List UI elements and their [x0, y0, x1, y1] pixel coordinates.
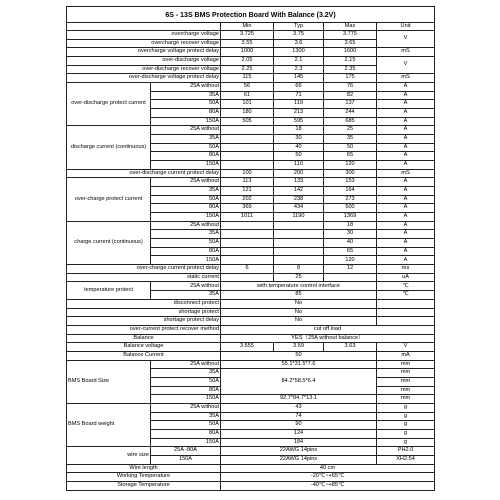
model-label: 80A — [151, 204, 221, 213]
cell-min — [221, 273, 274, 282]
cell-max: 300 — [324, 169, 377, 178]
cell-unit: A — [377, 100, 435, 109]
model-label: 25A without — [151, 403, 221, 412]
header-row — [67, 23, 435, 31]
group-label: wire size — [67, 447, 151, 464]
cell-value: cut off load — [221, 325, 435, 334]
model-label: 50A — [151, 143, 221, 152]
cell-max: 3.65 — [324, 39, 377, 48]
table-row — [67, 282, 435, 291]
model-label: 25A without — [151, 360, 221, 369]
cell-min: 115 — [221, 74, 274, 83]
cell-typ: 133 — [274, 178, 324, 187]
cell-min: 180 — [221, 109, 274, 118]
cell-value: -40℃~+85℃ — [221, 481, 435, 490]
cell-min — [221, 230, 274, 239]
cell-typ: 238 — [274, 195, 324, 204]
row-label: overcharge recover voltage — [67, 39, 221, 48]
cell-typ: 3.6 — [274, 39, 324, 48]
model-label: 50A — [151, 195, 221, 204]
model-label: 25A without — [151, 83, 221, 92]
cell-typ — [274, 239, 324, 248]
cell-unit: A — [377, 109, 435, 118]
table-row — [67, 403, 435, 412]
cell-unit: ℃ — [377, 282, 435, 291]
cell-unit: PH2.0 — [377, 447, 435, 456]
table-row — [67, 299, 435, 308]
cell-unit: A — [377, 239, 435, 248]
cell-unit: A — [377, 213, 435, 222]
group-label: temperature protect — [67, 282, 151, 299]
cell-value: No — [221, 317, 377, 326]
group-label: over-discharge protect current — [67, 83, 151, 126]
cell-min: 1000 — [221, 48, 274, 57]
cell-typ: 213 — [274, 109, 324, 118]
cell-typ — [274, 256, 324, 265]
cell-unit: A — [377, 178, 435, 187]
cell-typ — [274, 247, 324, 256]
cell-typ: 434 — [274, 204, 324, 213]
spec-table — [66, 6, 435, 491]
cell-typ: 110 — [274, 161, 324, 170]
cell-typ: 25 — [274, 273, 324, 282]
cell-min: 113 — [221, 178, 274, 187]
cell-value: 74 — [221, 412, 377, 421]
table-row — [67, 308, 435, 317]
cell-unit: A — [377, 143, 435, 152]
cell-typ: 8 — [274, 265, 324, 274]
row-label: over-discharge voltage protect delay — [67, 74, 221, 83]
model-label: 80A — [151, 109, 221, 118]
model-label: 25A without — [151, 282, 221, 291]
cell-unit: A — [377, 187, 435, 196]
cell-typ: 145 — [274, 74, 324, 83]
cell-typ: 71 — [274, 91, 324, 100]
model-label: 35A — [151, 369, 221, 378]
row-label: over-current protect recover method — [67, 325, 221, 334]
cell-value: 92.7*84.7*13.1 — [221, 395, 377, 404]
cell-unit: mm — [377, 369, 435, 378]
model-label: 35A — [151, 412, 221, 421]
cell-max: 50 — [324, 143, 377, 152]
cell-unit: mm — [377, 395, 435, 404]
cell-min: 202 — [221, 195, 274, 204]
row-label: Wire length — [67, 464, 221, 473]
cell-min — [221, 256, 274, 265]
group-label: charge current (continuous) — [67, 221, 151, 264]
cell-value: 124 — [221, 429, 377, 438]
cell-unit: A — [377, 256, 435, 265]
cell-max: 164 — [324, 187, 377, 196]
model-label: 25A -80A — [151, 447, 221, 456]
cell-unit: A — [377, 221, 435, 230]
cell-typ: 142 — [274, 187, 324, 196]
cell-max: 65 — [324, 152, 377, 161]
row-label: shortage protect — [67, 308, 221, 317]
cell-unit: V — [377, 343, 435, 352]
cell-min: 6 — [221, 265, 274, 274]
table-row — [67, 126, 435, 135]
cell-max: 18 — [324, 221, 377, 230]
table-row — [67, 447, 435, 456]
cell-max: 685 — [324, 117, 377, 126]
cell-unit: A — [377, 204, 435, 213]
row-label: over-discharge voltage — [67, 57, 221, 66]
cell-min — [221, 239, 274, 248]
row-label: overcharge voltage — [67, 31, 221, 40]
cell-max: 40 — [324, 239, 377, 248]
cell-max: 3.63 — [324, 343, 377, 352]
cell-value: with temperature control interface — [221, 282, 377, 291]
cell-min: 101 — [221, 100, 274, 109]
cell-max: 2.35 — [324, 65, 377, 74]
cell-typ: 3.75 — [274, 31, 324, 40]
cell-unit: mm — [377, 360, 435, 369]
cell-unit: mA — [377, 351, 435, 360]
cell-max: 120 — [324, 256, 377, 265]
cell-unit: g — [377, 421, 435, 430]
cell-value: 184 — [221, 438, 377, 447]
row-label: over-discharge current protect delay — [67, 169, 221, 178]
cell-min: 3.725 — [221, 31, 274, 40]
cell-value: 90 — [221, 421, 377, 430]
cell-typ — [274, 230, 324, 239]
model-label: 35A — [151, 291, 221, 300]
row-label: overcharge voltage protect delay — [67, 48, 221, 57]
model-label: 150A — [151, 256, 221, 265]
model-label: 50A — [151, 377, 221, 386]
table-row — [67, 273, 435, 282]
cell-unit: mS — [377, 48, 435, 57]
cell-value: 84.2*58.5*6.4 — [221, 369, 377, 395]
table-row — [67, 169, 435, 178]
cell-max: 120 — [324, 161, 377, 170]
cell-typ: 3.59 — [274, 343, 324, 352]
header-blank — [67, 23, 221, 31]
model-label: 80A — [151, 247, 221, 256]
header-min: Min — [221, 23, 274, 31]
cell-max: 82 — [324, 91, 377, 100]
cell-min: 369 — [221, 204, 274, 213]
group-label: discharge current (continuous) — [67, 126, 151, 169]
cell-value: YES（25A without balance） — [221, 334, 435, 343]
group-label: BMS Board Size — [67, 360, 151, 403]
model-label: 150A — [151, 161, 221, 170]
table-row — [67, 334, 435, 343]
model-label: 80A — [151, 152, 221, 161]
cell-max: 500 — [324, 204, 377, 213]
cell-min — [221, 247, 274, 256]
cell-min: 56 — [221, 83, 274, 92]
row-label: Balance voltage — [67, 343, 221, 352]
row-label: static current — [67, 273, 221, 282]
cell-value: -20℃~+65℃ — [221, 473, 435, 482]
cell-unit: A — [377, 161, 435, 170]
model-label: 50A — [151, 100, 221, 109]
model-label: 80A — [151, 429, 221, 438]
row-label: Working Temperature — [67, 473, 221, 482]
cell-unit: A — [377, 117, 435, 126]
cell-value: 22AWG 14pins — [221, 455, 377, 464]
cell-unit — [377, 299, 435, 308]
spec-sheet — [66, 6, 434, 494]
cell-min: 3.555 — [221, 343, 274, 352]
cell-unit: g — [377, 412, 435, 421]
model-label: 80A — [151, 386, 221, 395]
title-row — [67, 7, 435, 23]
table-row — [67, 178, 435, 187]
table-row — [67, 74, 435, 83]
cell-typ: 18 — [274, 126, 324, 135]
cell-max: 1369 — [324, 213, 377, 222]
cell-value: 43 — [221, 403, 377, 412]
cell-max: 273 — [324, 195, 377, 204]
cell-min — [221, 221, 274, 230]
row-label: over-charge current protect delay — [67, 265, 221, 274]
table-row — [67, 325, 435, 334]
cell-unit: XH2.54 — [377, 455, 435, 464]
cell-max: 175 — [324, 74, 377, 83]
cell-unit: g — [377, 438, 435, 447]
cell-unit: A — [377, 195, 435, 204]
cell-min — [221, 126, 274, 135]
cell-value: 85 — [221, 291, 377, 300]
cell-max: 76 — [324, 83, 377, 92]
model-label: 150A — [151, 455, 221, 464]
group-label: BMS Board weight — [67, 403, 151, 446]
cell-unit: A — [377, 152, 435, 161]
table-row — [67, 481, 435, 490]
cell-value: 55.1*31.5*7.6 — [221, 360, 377, 369]
row-label: disconnect protect — [67, 299, 221, 308]
row-label: Balance — [67, 334, 221, 343]
cell-unit: mS — [377, 169, 435, 178]
model-label: 35A — [151, 91, 221, 100]
table-row — [67, 48, 435, 57]
cell-min: 61 — [221, 91, 274, 100]
cell-max: 35 — [324, 135, 377, 144]
cell-unit: A — [377, 91, 435, 100]
cell-unit: A — [377, 230, 435, 239]
model-label: 35A — [151, 135, 221, 144]
model-label: 150A — [151, 213, 221, 222]
cell-value: No — [221, 308, 377, 317]
cell-unit: V — [377, 31, 435, 48]
cell-min: 2.25 — [221, 65, 274, 74]
cell-max: 25 — [324, 126, 377, 135]
cell-typ: 1190 — [274, 213, 324, 222]
cell-typ: 50 — [274, 152, 324, 161]
model-label: 150A — [151, 395, 221, 404]
group-label: over-charge protect current — [67, 178, 151, 221]
table-row — [67, 57, 435, 66]
header-unit: Unit — [377, 23, 435, 31]
model-label: 50A — [151, 239, 221, 248]
table-row — [67, 31, 435, 40]
cell-unit: V — [377, 57, 435, 74]
cell-min: 100 — [221, 169, 274, 178]
cell-max: 12 — [324, 265, 377, 274]
cell-unit: uA — [377, 273, 435, 282]
model-label: 25A without — [151, 178, 221, 187]
cell-typ: 1300 — [274, 48, 324, 57]
cell-typ: 40 — [274, 143, 324, 152]
header-typ: Typ — [274, 23, 324, 31]
cell-max: 153 — [324, 178, 377, 187]
cell-min — [221, 161, 274, 170]
table-row — [67, 464, 435, 473]
cell-unit: ℃ — [377, 291, 435, 300]
cell-max: 2.15 — [324, 57, 377, 66]
cell-unit: mS — [377, 74, 435, 83]
table-row — [67, 317, 435, 326]
cell-value: 40 cm — [221, 464, 435, 473]
cell-unit: mm — [377, 386, 435, 395]
table-row — [67, 265, 435, 274]
model-label: 150A — [151, 438, 221, 447]
model-label: 50A — [151, 421, 221, 430]
row-label: Storage Temperature — [67, 481, 221, 490]
model-label: 25A without — [151, 221, 221, 230]
cell-value: No — [221, 299, 377, 308]
table-row — [67, 473, 435, 482]
cell-max: 3.775 — [324, 31, 377, 40]
row-label: shortage protect delay — [67, 317, 221, 326]
cell-min — [221, 143, 274, 152]
cell-max: 244 — [324, 109, 377, 118]
cell-typ: 200 — [274, 169, 324, 178]
cell-min: 505 — [221, 117, 274, 126]
cell-min: 121 — [221, 187, 274, 196]
cell-min — [221, 152, 274, 161]
cell-max — [324, 273, 377, 282]
table-row — [67, 83, 435, 92]
cell-max: 30 — [324, 230, 377, 239]
cell-typ: 2.1 — [274, 57, 324, 66]
cell-unit: mm — [377, 377, 435, 386]
table-row — [67, 351, 435, 360]
cell-unit: ms — [377, 265, 435, 274]
cell-unit: A — [377, 126, 435, 135]
model-label: 35A — [151, 230, 221, 239]
cell-min: 1011 — [221, 213, 274, 222]
cell-typ: 119 — [274, 100, 324, 109]
cell-typ: 30 — [274, 135, 324, 144]
cell-unit: A — [377, 135, 435, 144]
cell-unit: g — [377, 403, 435, 412]
cell-max: 65 — [324, 247, 377, 256]
model-label: 150A — [151, 117, 221, 126]
header-max: Max — [324, 23, 377, 31]
cell-max: 1600 — [324, 48, 377, 57]
cell-unit — [377, 308, 435, 317]
cell-typ — [274, 221, 324, 230]
cell-max: 137 — [324, 100, 377, 109]
table-row — [67, 343, 435, 352]
model-label: 25A without — [151, 126, 221, 135]
cell-unit: A — [377, 83, 435, 92]
cell-unit — [377, 317, 435, 326]
cell-min: 3.55 — [221, 39, 274, 48]
table-row — [67, 221, 435, 230]
cell-unit: A — [377, 247, 435, 256]
cell-typ: 50 — [221, 351, 377, 360]
table-title: 6S - 13S BMS Protection Board With Balance (3.2V) — [67, 7, 435, 23]
cell-unit: g — [377, 429, 435, 438]
cell-typ: 2.3 — [274, 65, 324, 74]
cell-typ: 66 — [274, 83, 324, 92]
cell-value: 22AWG 14pins — [221, 447, 377, 456]
table-row — [67, 360, 435, 369]
cell-min: 2.05 — [221, 57, 274, 66]
model-label: 35A — [151, 187, 221, 196]
cell-min — [221, 135, 274, 144]
row-label: Balance Current — [67, 351, 221, 360]
row-label: over-discharge recover voltage — [67, 65, 221, 74]
cell-typ: 595 — [274, 117, 324, 126]
